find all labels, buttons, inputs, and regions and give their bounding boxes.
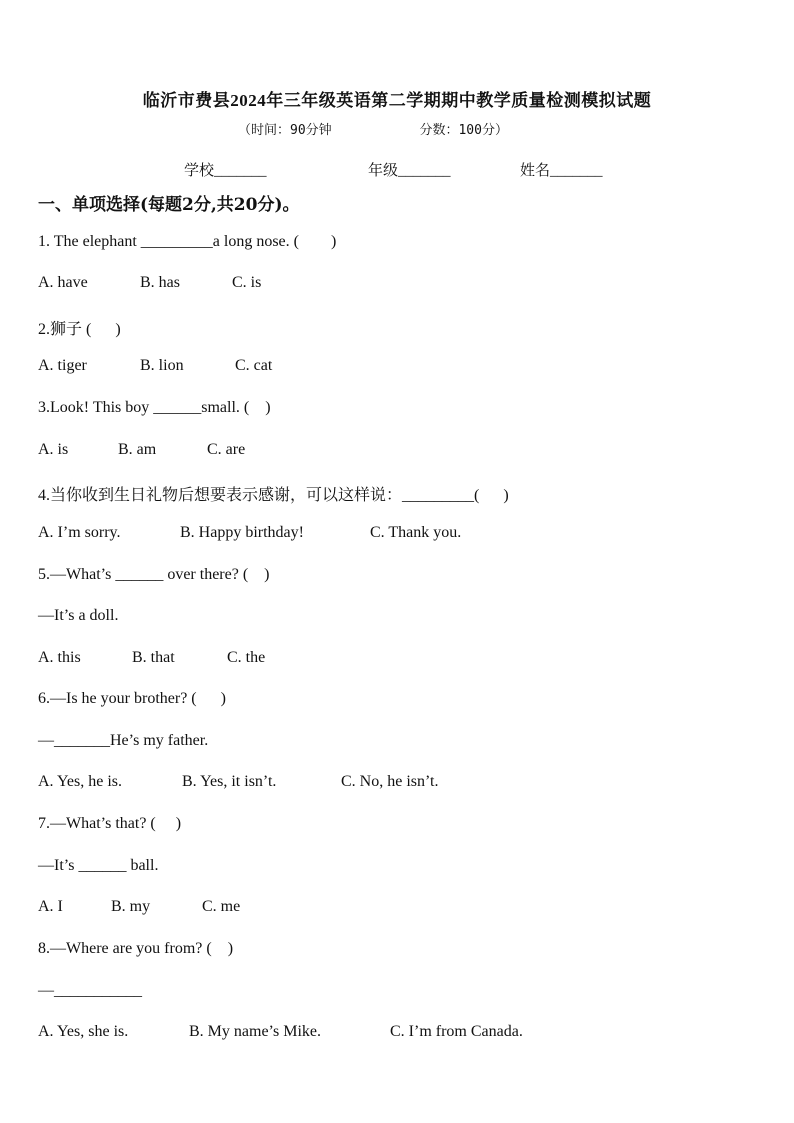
question-7-stem: 7.—What’s that? ( ) — [38, 815, 182, 832]
school-field: 学校_______ — [184, 163, 267, 179]
option-c: C. No, he isn’t. — [341, 773, 439, 790]
option-b: B. my — [111, 898, 151, 915]
section-heading: 一、单项选择(每题2分,共20分)。 — [38, 195, 300, 215]
question-8-answer-line: —___________ — [38, 982, 142, 999]
option-c: C. the — [227, 649, 266, 666]
page-title: 临沂市费县2024年三年级英语第二学期期中教学质量检测模拟试题 — [142, 91, 652, 110]
exam-time: （时间：90分钟 — [238, 123, 332, 138]
question-5-answer-line: —It’s a doll. — [38, 607, 119, 624]
question-7-answer-line: —It’s ______ ball. — [38, 857, 159, 874]
question-3-stem: 3.Look! This boy ______small. ( ) — [38, 399, 271, 416]
option-b: B. has — [140, 274, 180, 291]
option-b: B. Happy birthday! — [180, 524, 304, 541]
option-a: A. I’m sorry. — [38, 524, 121, 541]
option-a: A. is — [38, 441, 69, 458]
option-a: A. Yes, he is. — [38, 773, 123, 790]
question-8-stem: 8.—Where are you from? ( ) — [38, 940, 234, 957]
question-5-stem: 5.—What’s ______ over there? ( ) — [38, 566, 270, 583]
option-c: C. are — [207, 441, 246, 458]
option-a: A. have — [38, 274, 88, 291]
grade-field: 年级_______ — [368, 163, 451, 179]
option-c: C. I’m from Canada. — [390, 1023, 523, 1040]
exam-subtitle — [238, 119, 508, 138]
option-c: C. me — [202, 898, 241, 915]
option-c: C. Thank you. — [370, 524, 462, 541]
question-6-stem: 6.—Is he your brother? ( ) — [38, 690, 226, 707]
option-c: C. cat — [235, 357, 273, 374]
name-field: 姓名_______ — [520, 163, 603, 179]
option-b: B. My name’s Mike. — [189, 1023, 321, 1040]
option-a: A. this — [38, 649, 81, 666]
option-b: B. lion — [140, 357, 184, 374]
option-b: B. Yes, it isn’t. — [182, 773, 277, 790]
exam-score: 分数：100分） — [419, 123, 508, 138]
question-4-stem: 4.当你收到生日礼物后想要表示感谢，可以这样说：_________( ) — [38, 487, 509, 504]
question-1-stem: 1. The elephant _________a long nose. ( ) — [38, 233, 337, 250]
question-2-stem: 2.狮子 ( ) — [38, 321, 121, 338]
option-b: B. am — [118, 441, 157, 458]
question-6-answer-line: —_______He’s my father. — [38, 732, 209, 749]
option-c: C. is — [232, 274, 262, 291]
option-b: B. that — [132, 649, 175, 666]
option-a: A. I — [38, 898, 63, 915]
option-a: A. Yes, she is. — [38, 1023, 129, 1040]
option-a: A. tiger — [38, 357, 87, 374]
